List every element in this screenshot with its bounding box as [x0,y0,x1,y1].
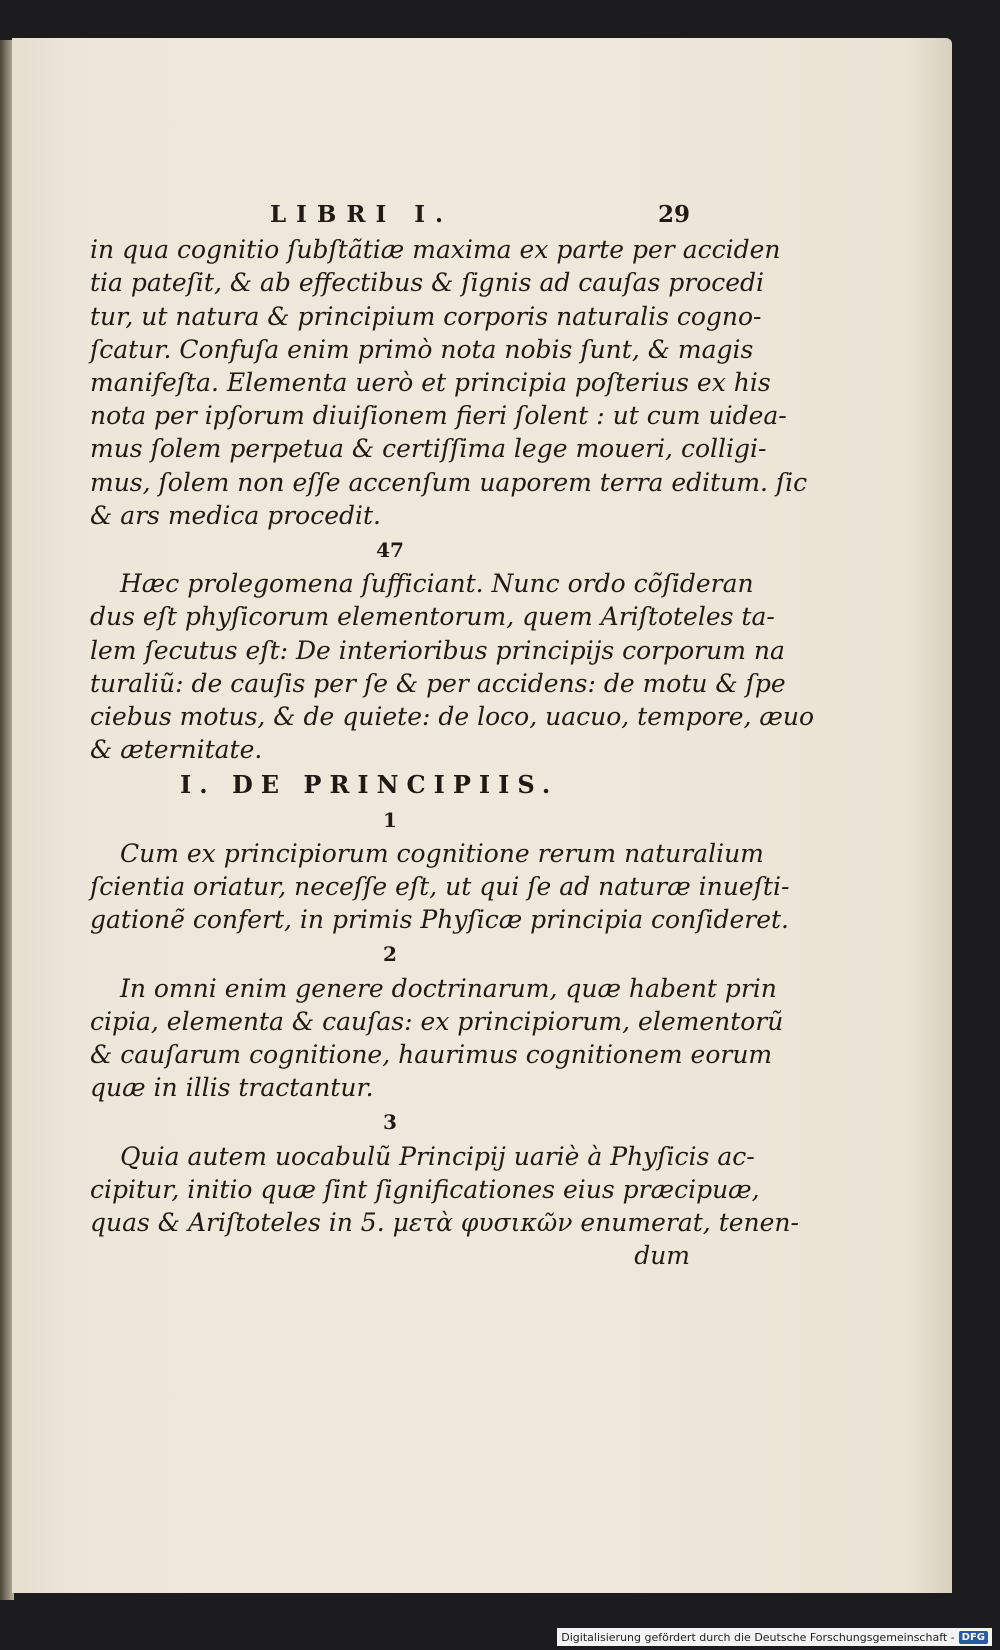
paragraph-1 [90,837,790,937]
dfg-logo: DFG [959,1631,988,1644]
text-line: quæ in illis tractantur. [90,1073,374,1103]
section-number: 3 [383,1110,397,1135]
page-number: 29 [657,201,690,228]
text-line: ciebus motus, & de quiete: de loco, uacuo, tempore, æuo [90,702,815,732]
running-head [90,198,690,231]
section-number: 2 [383,942,397,967]
text-line: Cum ex principiorum cognitione rerum naturalium [120,838,764,868]
section-number: 1 [383,807,397,832]
page-text [90,198,815,1273]
credit-text: Digitalisierung gefördert durch die Deutsche Forschungsgemeinschaft - [561,1630,955,1644]
section-number: 47 [376,538,404,563]
text-line: ſcientia oriatur, neceſſe eſt, ut qui ſe ad naturæ inueſti- [90,872,790,902]
paragraph-3 [90,1140,799,1240]
running-head-title: LIBRI I. [270,201,454,228]
text-line: manifeſta. Elementa uerò et principia poſterius ex his [90,368,771,398]
text-line: turaliũ: de cauſis per ſe & per accidens: de motu & ſpe [90,668,786,698]
text-line: gationẽ confert, in primis Phyſicæ principia conſideret. [90,905,789,935]
text-line: In omni enim genere doctrinarum, quæ habent prin [120,973,777,1003]
text-line: in qua cognitio ſubſtãtiæ maxima ex parte per acciden [90,235,781,265]
text-line: & æternitate. [90,735,263,765]
text-line: tur, ut natura & principium corporis naturalis cogno- [90,301,762,331]
text-line: cipitur, initio quæ ſint ſignificationes eius præcipuæ, [90,1174,760,1204]
text-line: nota per ipſorum diuiſionem fieri ſolent : ut cum uidea- [90,401,787,431]
text-line: dus eſt phyſicorum elementorum, quem Ariſtoteles ta- [90,602,775,632]
text-line: Hæc prolegomena ſufficiant. Nunc ordo cõſideran [120,569,754,599]
paragraph-2 [90,972,784,1105]
text-line: lem ſecutus eſt: De interioribus principijs corporum na [90,635,785,665]
digitization-credit [557,1628,992,1646]
text-line: quas & Ariſtoteles in 5. μετὰ φυσικῶν enumerat, tenen- [90,1208,799,1238]
book-page [12,38,952,1593]
text-line: tia pateſit, & ab effectibus & ſignis ad cauſas procedi [90,268,765,298]
text-line: & ars medica procedit. [90,500,381,530]
text-line: ſcatur. Confuſa enim primò nota nobis ſunt, & magis [90,334,754,364]
text-line: & cauſarum cognitione, haurimus cognitionem eorum [90,1040,773,1070]
text-line: cipia, elementa & cauſas: ex principiorum, elementorũ [90,1006,784,1036]
paragraph-47 [90,567,815,766]
text-line: mus ſolem perpetua & certiſſima lege moueri, colligi- [90,434,767,464]
paragraph-intro [90,233,808,532]
text-line: mus, ſolem non eſſe accenſum uaporem terra editum. ſic [90,467,808,497]
catchword: dum [634,1241,690,1271]
text-line: Quia autem uocabulũ Principij uariè à Phyſicis ac- [120,1141,755,1171]
section-heading: I. DE PRINCIPIIS. [180,770,559,800]
